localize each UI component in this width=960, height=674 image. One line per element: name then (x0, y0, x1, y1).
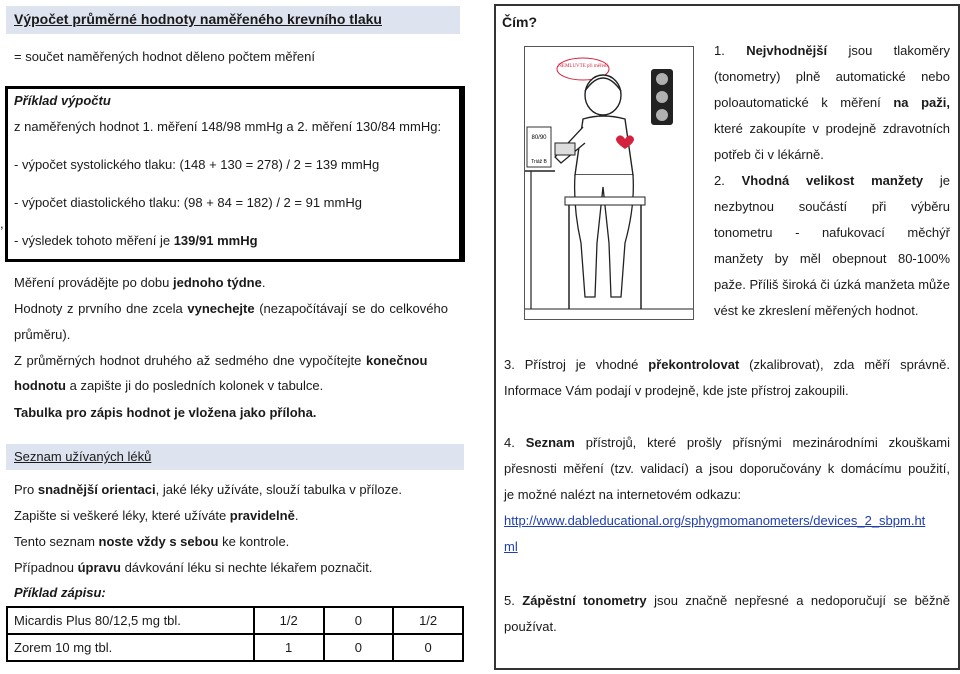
avg-prefix: Z průměrných hodnot druhého až sedmého dne vypočítejte (14, 353, 366, 368)
measure-suffix: . (261, 275, 266, 290)
p5-bold: Zápěstní tonometry (522, 593, 647, 608)
p1-line2: (tonometry) plně automatické nebo (714, 69, 950, 84)
first-day-prefix: Hodnoty z prvního dne zcela (14, 301, 188, 316)
p3-bold: překontrolovat (648, 357, 740, 372)
meds3-prefix: Tento seznam (14, 534, 99, 549)
meds2-suffix: . (294, 508, 299, 523)
p1-l1: jsou tlakoměry (848, 43, 950, 58)
avg-suffix: a zapište ji do posledních kolonek v tabulce. (65, 378, 324, 393)
light-middle (656, 91, 668, 103)
result-value: 139/91 mmHg (173, 233, 258, 248)
chair-seat (565, 197, 645, 205)
first-day-bold: vynechejte (187, 301, 255, 316)
p4-l1: přístrojů, které prošly přísnými mezinárodními zkouškami (574, 435, 950, 450)
right-column (494, 4, 960, 670)
p2-l1: je (939, 173, 950, 188)
meds2-bold: pravidelně (229, 508, 295, 523)
p4-line2: přesnosti měření (tzv. validací) a jsou doporučovány k domácímu použití, (504, 461, 950, 476)
attachment-note: Tabulka pro zápis hodnot je vložena jako příloha. (14, 405, 317, 420)
first-day-suffix: (nezapočítávají se do celkového (254, 301, 448, 316)
p1-l3b: na paži, (893, 95, 950, 110)
dose-evening-cell: 1/2 (393, 607, 463, 634)
p2-line5: paže. Příliš široká či úzká manžeta může (714, 277, 950, 292)
stray-comma: , (0, 216, 4, 231)
example-title: Příklad výpočtu (14, 93, 111, 108)
p2-line2: nezbytnou součástí při výběru (714, 199, 950, 214)
dose-evening-cell: 0 (393, 634, 463, 661)
meds-line-1 (14, 481, 402, 498)
p4-line1 (504, 430, 950, 456)
meds-title-bar (6, 444, 464, 470)
p3-line1 (504, 352, 950, 378)
dose-morning-cell: 1/2 (254, 607, 324, 634)
med-name-cell: Micardis Plus 80/12,5 mg tbl. (7, 607, 254, 634)
p3-prefix: 3. Přístroj je vhodné (504, 357, 649, 372)
p1-line5: potřeb či v lékárně. (714, 147, 824, 162)
p2-line4: manžety by měl obepnout 80-100% (714, 251, 950, 266)
p2-line6: vést ke zkreslení měřených hodnot. (714, 303, 919, 318)
p5-line1 (504, 588, 950, 614)
med-name-cell: Zorem 10 mg tbl. (7, 634, 254, 661)
dableducational-link[interactable]: http://www.dableducational.org/sphygmomanometers/devices_2_sbpm.ht (504, 513, 926, 528)
illustration-woman-measuring-bp (524, 46, 694, 320)
definition-text: = součet naměřených hodnot děleno počtem měření (14, 49, 315, 64)
dose-morning-cell: 1 (254, 634, 324, 661)
meds1-bold: snadnější orientaci (37, 482, 156, 497)
monitor-text: 80/90 (531, 135, 547, 141)
p4-bold: Seznam (525, 435, 575, 450)
p2-line1 (714, 168, 950, 194)
p5-l1: jsou značně nepřesné a nedoporučují se běžně (646, 593, 950, 608)
result-prefix: - výsledek tohoto měření je (14, 233, 174, 248)
cuff-shape (555, 143, 575, 155)
p1-num: 1. (714, 43, 725, 58)
meds3-suffix: ke kontrole. (218, 534, 290, 549)
monitor-label: Triáž B (531, 159, 547, 165)
avg-line (14, 352, 427, 369)
meds2-prefix: Zapište si veškeré léky, které užíváte (14, 508, 230, 523)
p4-line3: je možné nalézt na internetovém odkazu: (504, 487, 742, 502)
first-day-line (14, 300, 458, 317)
meds-line-2 (14, 507, 298, 524)
measure-prefix: Měření provádějte po dobu (14, 275, 173, 290)
meds1-suffix: , jaké léky užíváte, slouží tabulka v příloze. (155, 482, 403, 497)
medication-table (6, 606, 464, 662)
p4-num: 4. (504, 435, 526, 450)
meds4-suffix: dávkování léku si nechte lékařem poznačit. (120, 560, 373, 575)
right-heading: Čím? (502, 14, 537, 30)
p2-num: 2. (714, 173, 725, 188)
avg-bold2: hodnotu (14, 378, 66, 393)
dose-noon-cell: 0 (324, 607, 394, 634)
left-column (0, 0, 478, 674)
p5-num: 5. (504, 593, 523, 608)
result-line (14, 232, 258, 249)
box-shadow-edge (459, 86, 465, 262)
section-title: Výpočet průměrné hodnoty naměřeného krevního tlaku (14, 11, 382, 27)
measure-bold: jednoho týdne (173, 275, 262, 290)
meds-line-3 (14, 533, 289, 550)
p1-line4: které zakoupíte v prodejně zdravotních (714, 121, 950, 136)
section-title-bar (6, 6, 460, 34)
illustration-svg (525, 47, 693, 319)
record-example-title: Příklad zápisu: (14, 585, 106, 600)
stamp-text (558, 64, 608, 69)
p3-line2: Informace Vám podají v prodejně, kde jste přístroj zakoupili. (504, 383, 849, 398)
p1-line3 (714, 90, 950, 116)
diastolic-calc: - výpočet diastolického tlaku: (98 + 84 = 182) / 2 = 91 mmHg (14, 195, 362, 210)
p1-bold: Nejvhodnější (746, 43, 828, 58)
meds3-bold: noste vždy s sebou (98, 534, 219, 549)
table-row (7, 634, 463, 661)
p1-line1 (714, 38, 950, 64)
p3-suffix: (zkalibrovat), zda měří správně. (739, 357, 950, 372)
light-bottom (656, 109, 668, 121)
meds-line-4 (14, 559, 372, 576)
meds4-prefix: Případnou (14, 560, 78, 575)
light-top (656, 73, 668, 85)
dose-noon-cell: 0 (324, 634, 394, 661)
systolic-calc: - výpočet systolického tlaku: (148 + 130 = 278) / 2 = 139 mmHg (14, 157, 380, 172)
head-shape (585, 75, 621, 115)
p1-l3a: poloautomatické k měření (714, 95, 881, 110)
meds1-prefix: Pro (14, 482, 38, 497)
dableducational-link-cont[interactable]: ml (504, 539, 518, 554)
meds4-bold: úpravu (77, 560, 121, 575)
avg-line2 (14, 377, 323, 394)
measure-line (14, 274, 265, 291)
avg-bold: konečnou (366, 353, 428, 368)
first-day-line2: průměru). (14, 327, 71, 342)
table-row (7, 607, 463, 634)
p2-line3: tonometru - nafukovací měchýř (714, 225, 950, 240)
p5-line2: používat. (504, 619, 557, 634)
meds-title: Seznam užívaných léků (14, 449, 152, 464)
example-intro: z naměřených hodnot 1. měření 148/98 mmHg a 2. měření 130/84 mmHg: (14, 119, 442, 134)
stamp-tspan: NEMLUVTE při měření (558, 64, 608, 69)
legs-shape (575, 175, 634, 297)
p2-bold: Vhodná velikost manžety (741, 173, 924, 188)
